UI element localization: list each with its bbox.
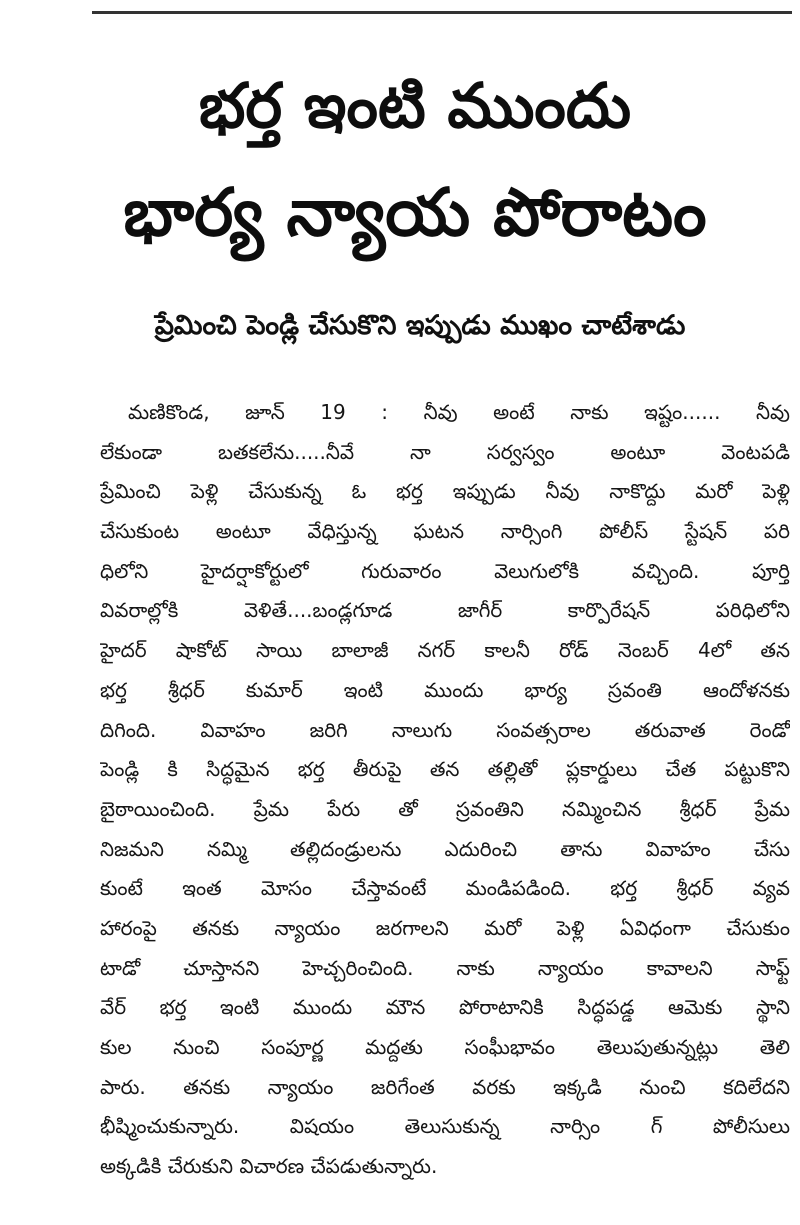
body-line: కుంటే ఇంత మోసం చేస్తావంటే మండిపడింది. భర్త శ్రీధర్ వ్యవ <box>100 876 790 901</box>
body-line: వివరాల్లోకి వెళితే....బండ్లగూడ జాగీర్ కార్పొరేషన్ పరిధిలోని <box>100 598 790 623</box>
body-line: ధిలోని హైదర్షాకోర్టులో గురువారం వెలుగులోకి వచ్చింది. పూర్తి <box>100 558 790 583</box>
body-line: భీష్మించుకున్నారు. విషయం తెలుసుకున్న నార్సిం గ్ పోలీసులు <box>100 1114 790 1139</box>
body-line: భర్త శ్రీధర్ కుమార్ ఇంటి ముందు భార్య స్రవంతి ఆందోళనకు <box>100 677 790 702</box>
top-rule <box>92 11 792 14</box>
body-line: టాడో చూస్తానని హెచ్చరించింది. నాకు న్యాయం కావాలని సాఫ్ట్ <box>100 955 790 980</box>
body-line: అక్కడికి చేరుకుని విచారణ చేపడుతున్నారు. <box>100 1154 438 1179</box>
body-line: పెండ్లి కి సిద్ధమైన భర్త తీరుపై తన తల్లితో ప్లకార్డులు చేత పట్టుకొని <box>100 757 790 782</box>
body-line: వేర్ భర్త ఇంటి ముందు మౌన పోరాటానికి సిద్ధపడ్డ ఆమెకు స్థాని <box>100 995 790 1020</box>
body-line: లేకుండా బతకలేను.....నీవే నా సర్వస్వం అంటూ వెంటపడి <box>100 439 790 464</box>
article-body <box>100 393 790 1187</box>
body-line: నిజమని నమ్మి తల్లిదండ్రులను ఎదురించి తాను వివాహం చేసు <box>100 836 790 861</box>
body-line: హైదర్ షాకోట్ సాయి బాలాజీ నగర్ కాలనీ రోడ్ నెంబర్ 4లో తన <box>100 638 790 663</box>
headline-line-1: భర్త ఇంటి ముందు <box>198 69 632 142</box>
body-line: కుల నుంచి సంపూర్ణ మద్దతు సంఘీభావం తెలుపుతున్నట్లు తెలి <box>100 1035 790 1059</box>
body-line: మణికొండ, జూన్ 19 : నీవు అంటే నాకు ఇష్టం...... నీవు <box>128 400 790 424</box>
body-line: ప్రేమించి పెళ్లి చేసుకున్న ఓ భర్త ఇప్పుడు నీవు నాకొద్దు మరో పెళ్లి <box>100 479 790 504</box>
body-line: పారు. తనకు న్యాయం జరిగేంత వరకు ఇక్కడి నుంచి కదిలేదని <box>100 1074 790 1099</box>
subheadline: ప్రేమించి పెండ్లి చేసుకొని ఇప్పుడు ముఖం చాటేశాడు <box>154 310 686 341</box>
body-line: హారంపై తనకు న్యాయం జరగాలని మరో పెళ్లి ఏవిధంగా చేసుకుం <box>100 915 790 940</box>
headline-line-2: భార్య న్యాయ పోరాటం <box>123 174 707 251</box>
body-line: బైఠాయించింది. ప్రేమ పేరు తో స్రవంతిని నమ్మించిన శ్రీధర్ ప్రేమ <box>100 796 790 821</box>
body-line: దిగింది. వివాహం జరిగి నాలుగు సంవత్సరాల తరువాత రెండో <box>100 717 790 742</box>
body-line: చేసుకుంట అంటూ వేధిస్తున్న ఘటన నార్సింగి పోలీస్ స్టేషన్ పరి <box>100 519 790 544</box>
